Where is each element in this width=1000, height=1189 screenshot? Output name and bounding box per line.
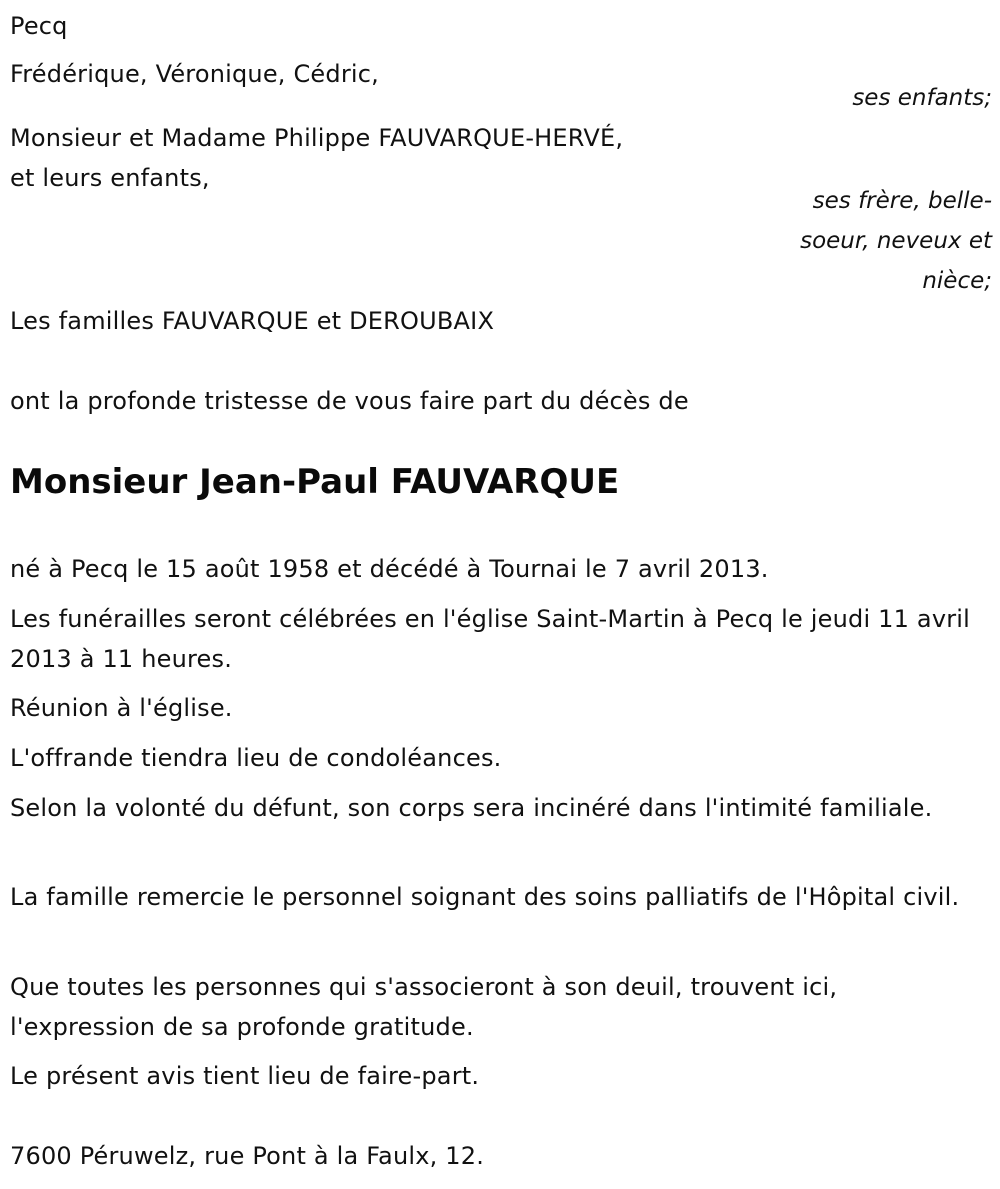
notice-text: Le présent avis tient lieu de faire-part. bbox=[10, 1062, 480, 1090]
meeting-text: Réunion à l'église. bbox=[10, 694, 233, 722]
funeral-text: Les funérailles seront célébrées en l'église Saint-Martin à Pecq le jeudi 11 avril 2013 à 11 heures. bbox=[10, 605, 971, 673]
deceased-name: Monsieur Jean-Paul FAUVARQUE bbox=[10, 462, 620, 502]
sibling-role-line1: ses frère, belle- bbox=[812, 188, 992, 214]
town-line: Pecq bbox=[10, 12, 68, 40]
sibling-role-line2: soeur, neveux et bbox=[800, 228, 992, 254]
sibling-role-line3: nièce; bbox=[922, 268, 992, 294]
wish-text: Selon la volonté du défunt, son corps sera incinéré dans l'intimité familiale. bbox=[10, 794, 933, 822]
sibling-names-line1: Monsieur et Madame Philippe FAUVARQUE-HERVÉ, bbox=[10, 124, 624, 152]
children-role: ses enfants; bbox=[852, 85, 992, 111]
address-text: 7600 Péruwelz, rue Pont à la Faulx, 12. bbox=[10, 1142, 485, 1170]
gratitude-text: Que toutes les personnes qui s'associeront à son deuil, trouvent ici, l'expression de sa profonde gratitude. bbox=[10, 973, 838, 1041]
birth-death-text: né à Pecq le 15 août 1958 et décédé à Tournai le 7 avril 2013. bbox=[10, 555, 769, 583]
announcement-text: ont la profonde tristesse de vous faire part du décès de bbox=[10, 387, 689, 415]
thanks-text: La famille remercie le personnel soignant des soins palliatifs de l'Hôpital civil. bbox=[10, 883, 960, 911]
sibling-names-line2: et leurs enfants, bbox=[10, 164, 210, 192]
children-names: Frédérique, Véronique, Cédric, bbox=[10, 60, 379, 88]
families-line: Les familles FAUVARQUE et DEROUBAIX bbox=[10, 307, 495, 335]
offering-text: L'offrande tiendra lieu de condoléances. bbox=[10, 744, 502, 772]
